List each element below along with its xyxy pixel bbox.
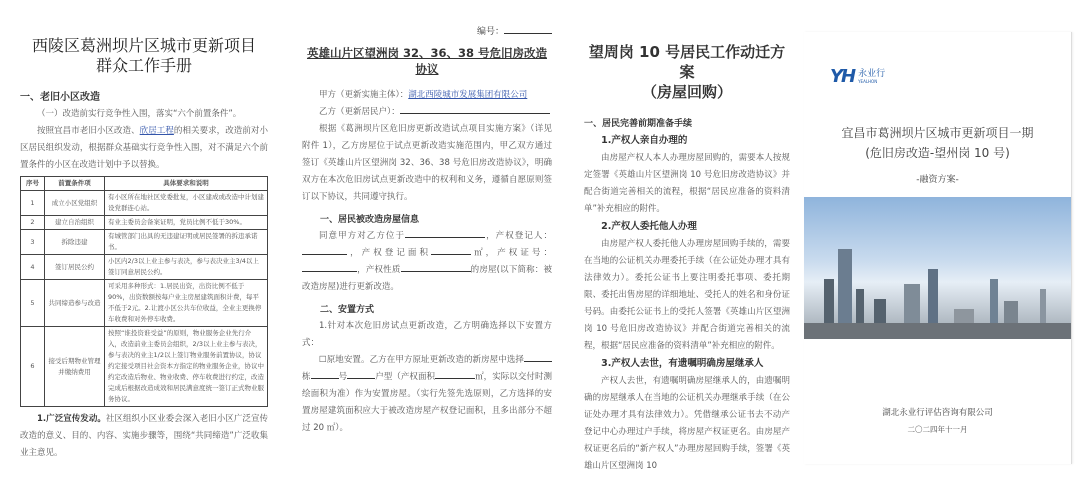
blank <box>405 229 485 238</box>
city-skyline-image <box>804 197 1071 339</box>
table-cell: 接受后期物业管理并缴纳费用 <box>45 327 105 407</box>
logo-mark-icon: YH <box>830 66 855 87</box>
table-header: 序号 <box>21 177 45 191</box>
subsection-heading: 1.产权人亲自办理的 <box>601 135 688 146</box>
blank <box>311 370 339 379</box>
section-heading: 一、老旧小区改造 <box>20 92 100 103</box>
page-title-line2: （房屋回购） <box>641 83 732 101</box>
table-row <box>21 191 268 216</box>
document-page-relocation-plan <box>570 8 800 476</box>
blank <box>302 263 357 272</box>
cover-title: 宜昌市葛洲坝片区城市更新项目一期 <box>841 126 1034 140</box>
text: ，产权登记人： <box>485 231 552 241</box>
cover-title-line2: (危旧房改造-望州岗 10 号) <box>865 146 1010 160</box>
party-a-name: 湖北西陵城市发展集团有限公司 <box>408 90 528 100</box>
blank <box>347 370 375 379</box>
page-title: 西陵区葛洲坝片区城市更新项目 <box>31 36 256 55</box>
text: ，产权性质 <box>357 265 401 275</box>
section-heading: 二、安置方式 <box>320 305 375 315</box>
table-row <box>21 230 268 255</box>
table-row <box>21 280 268 327</box>
table-cell: 可采用多种形式：1.居民出资，出资比例不低于90%，出资数额按每户业主房屋建筑面积计费，每平不低于2元。2.让渡小区公共车位收益，全业主更换停车收费和对外停车收费。 <box>105 280 268 327</box>
table-cell: 2 <box>21 216 45 230</box>
blank <box>435 370 475 379</box>
blank <box>400 105 550 114</box>
paragraph: 根据《葛洲坝片区危旧房更新改造试点项目实施方案》（详见附件 1），乙方房屋位于试点更新改造实施范围内，甲乙双方通过签订《英雄山片区望洲岗 32、36、38 号危旧房改造协议》，明确双方在本次危旧房试点更新改造中的权利和义务，遵循自愿原则签订以下协议，共同遵守执行。 <box>302 124 552 202</box>
subsection-heading: 2.产权人委托他人办理 <box>601 221 697 232</box>
option-on-site <box>302 352 552 437</box>
table-cell: 有城管部门出具的无违建证明或居民签署的拆违承诺书。 <box>105 230 268 255</box>
label: 甲方（更新实施主体）： <box>319 90 409 100</box>
text: ㎡，实际以交付时测绘面积为准）作为安置房屋。（实行先签先选原则，乙方选择的安置房屋建筑面积应大于被改造房屋产权登记面积，且多出部分不超过 20 ㎡）。 <box>302 372 552 433</box>
text: ，产权登记面积 <box>347 248 432 258</box>
cover-subtitle: -融资方案- <box>916 175 959 185</box>
table-row <box>21 327 268 407</box>
table-cell: 成立小区党组织 <box>45 191 105 216</box>
text: 号 <box>338 372 348 382</box>
paragraph: 1.针对本次危旧房试点更新改造，乙方明确选择以下安置方式： <box>302 321 552 348</box>
text: 按照宜昌市老旧小区改造、 <box>37 126 140 136</box>
logo-text: 永业行 <box>858 68 886 79</box>
party-b <box>302 104 552 121</box>
paragraph: 由房屋产权人本人办理房屋回购的，需要本人按规定签署《英雄山片区望洲岗 10 号危旧房改造协议》并配合街道完善相关的流程，根据“居民应准备的资料清单”补充相应的附件。 <box>584 153 790 214</box>
table-cell: 3 <box>21 230 45 255</box>
text: 的相关要求，改造前对小区居民组织发动，根据群众基础实行竞争性入围，对不满足六个前置条件的小区在改造计划中予以替换。 <box>20 126 268 170</box>
page-title-line2: 群众工作手册 <box>95 56 192 75</box>
preconditions-table <box>20 176 268 407</box>
table-cell: 小区内2/3以上业主参与表决，参与表决业主3/4以上签订同意居民公约。 <box>105 255 268 280</box>
section-heading: 一、居民被改造房屋信息 <box>320 215 420 225</box>
document-page-cover-financing-plan <box>804 32 1072 464</box>
label: 乙方（更新居民户）： <box>319 107 400 117</box>
page-title: 英雄山片区望洲岗 32、36、38 号危旧房改造协议 <box>306 46 547 76</box>
paragraph <box>20 123 268 174</box>
logo-subtext: YEALHON <box>858 78 878 84</box>
blank <box>302 246 347 255</box>
cover-date: 二〇二四年十一月 <box>907 425 968 434</box>
table-row <box>21 255 268 280</box>
party-a <box>302 87 552 104</box>
table-cell: 拆除违建 <box>45 230 105 255</box>
text: 社区组织小区业委会深入老旧小区广泛宣传改造的意义、目的、内容、实施步骤等，围绕“共同缔造”广泛收集业主意见。 <box>20 414 268 458</box>
text: 的房屋(以下简称：被改造房屋)进行更新改造。 <box>302 265 552 292</box>
text: ㎡，产权证号： <box>471 248 552 258</box>
document-page-agreement <box>286 8 566 476</box>
text: 同意甲方对乙方位于 <box>319 231 406 241</box>
table-cell: 4 <box>21 255 45 280</box>
blank <box>431 246 471 255</box>
table-cell: 有小区所在地社区党委批复，小区建成或改造中计划建设党群连心站。 <box>105 191 268 216</box>
subsection-heading: （一）改造前实行竞争性入围，落实“六个前置条件”。 <box>37 109 242 119</box>
table-cell: 6 <box>21 327 45 407</box>
checkbox-option[interactable]: ☐原地安置。乙方在甲方原址更新改造的新房屋中选择 <box>319 355 524 365</box>
table-cell: 按照“谁投资谁受益”的原则，物业服务企业先行介入，改造前业主委员会组织，2/3以上业主参与表决，参与表决的业主1/2以上签订物业服务前置协议，协议约定接受项目社会资本方指定的物业服务企业，协议中约定改造后物业、物业收费、停车收费进行约定，改造完成后根据改造成效和居民满意度统一签订正式物业服务协议。 <box>105 327 268 407</box>
number-label: 编号： <box>476 27 504 37</box>
table-header: 前置条件项 <box>45 177 105 191</box>
blank <box>524 353 552 362</box>
table-header: 具体要求和说明 <box>105 177 268 191</box>
table-cell: 共同缔造参与改造 <box>45 280 105 327</box>
table-cell: 有业主委员会备案证明，党员比例不低于30%。 <box>105 216 268 230</box>
number-blank <box>504 33 552 34</box>
section-heading: 一、居民完善前期准备手续 <box>584 119 693 129</box>
paragraph <box>20 411 268 462</box>
bold-lead: 1.广泛宣传发动。 <box>37 414 106 424</box>
table-cell: 5 <box>21 280 45 327</box>
subsection-heading: 3.产权人去世，有遗嘱明确房屋继承人 <box>601 358 764 369</box>
house-info <box>302 228 552 296</box>
company-logo <box>830 66 885 87</box>
paragraph: 由房屋产权人委托他人办理房屋回购手续的，需要在当地的公证机关办理委托手续（在公证处办理才具有法律效力）。委托公证书上要注明委托事项、委托期限、委托出售房屋的详细地址、受托人的姓名和身份证号码。由委托公证书上的受托人签署《英雄山片区望洲岗 10 号危旧房改造协议》并配合街道完善相关的流程，根据“居民应准备的资料清单”补充相应的附件。 <box>584 239 790 351</box>
paragraph: 产权人去世，有遗嘱明确房屋继承人的，由遗嘱明确的房屋继承人在当地的公证机关办理继承手续（在公证处办理才具有法律效力）。凭借继承公证书去不动产登记中心办理过户手续，将房屋产权证更名。由房屋产权证更名后的“新产权人”办理房屋回购手续，签署《英雄山片区望洲岗 10 <box>584 376 790 471</box>
company-name: 湖北永业行评估咨询有限公司 <box>882 408 993 418</box>
blank <box>401 263 471 272</box>
text: 户型（产权面积 <box>375 372 436 382</box>
document-page-work-manual <box>8 8 280 476</box>
table-row <box>21 216 268 230</box>
number-field <box>302 24 552 37</box>
table-cell: 签订居民公约 <box>45 255 105 280</box>
text: 栋 <box>302 372 311 382</box>
page-title: 望周岗 10 号居民工作动迁方案 <box>588 43 786 81</box>
table-cell: 建立自治组织 <box>45 216 105 230</box>
table-cell: 1 <box>21 191 45 216</box>
link[interactable]: 欣居工程 <box>139 126 174 136</box>
